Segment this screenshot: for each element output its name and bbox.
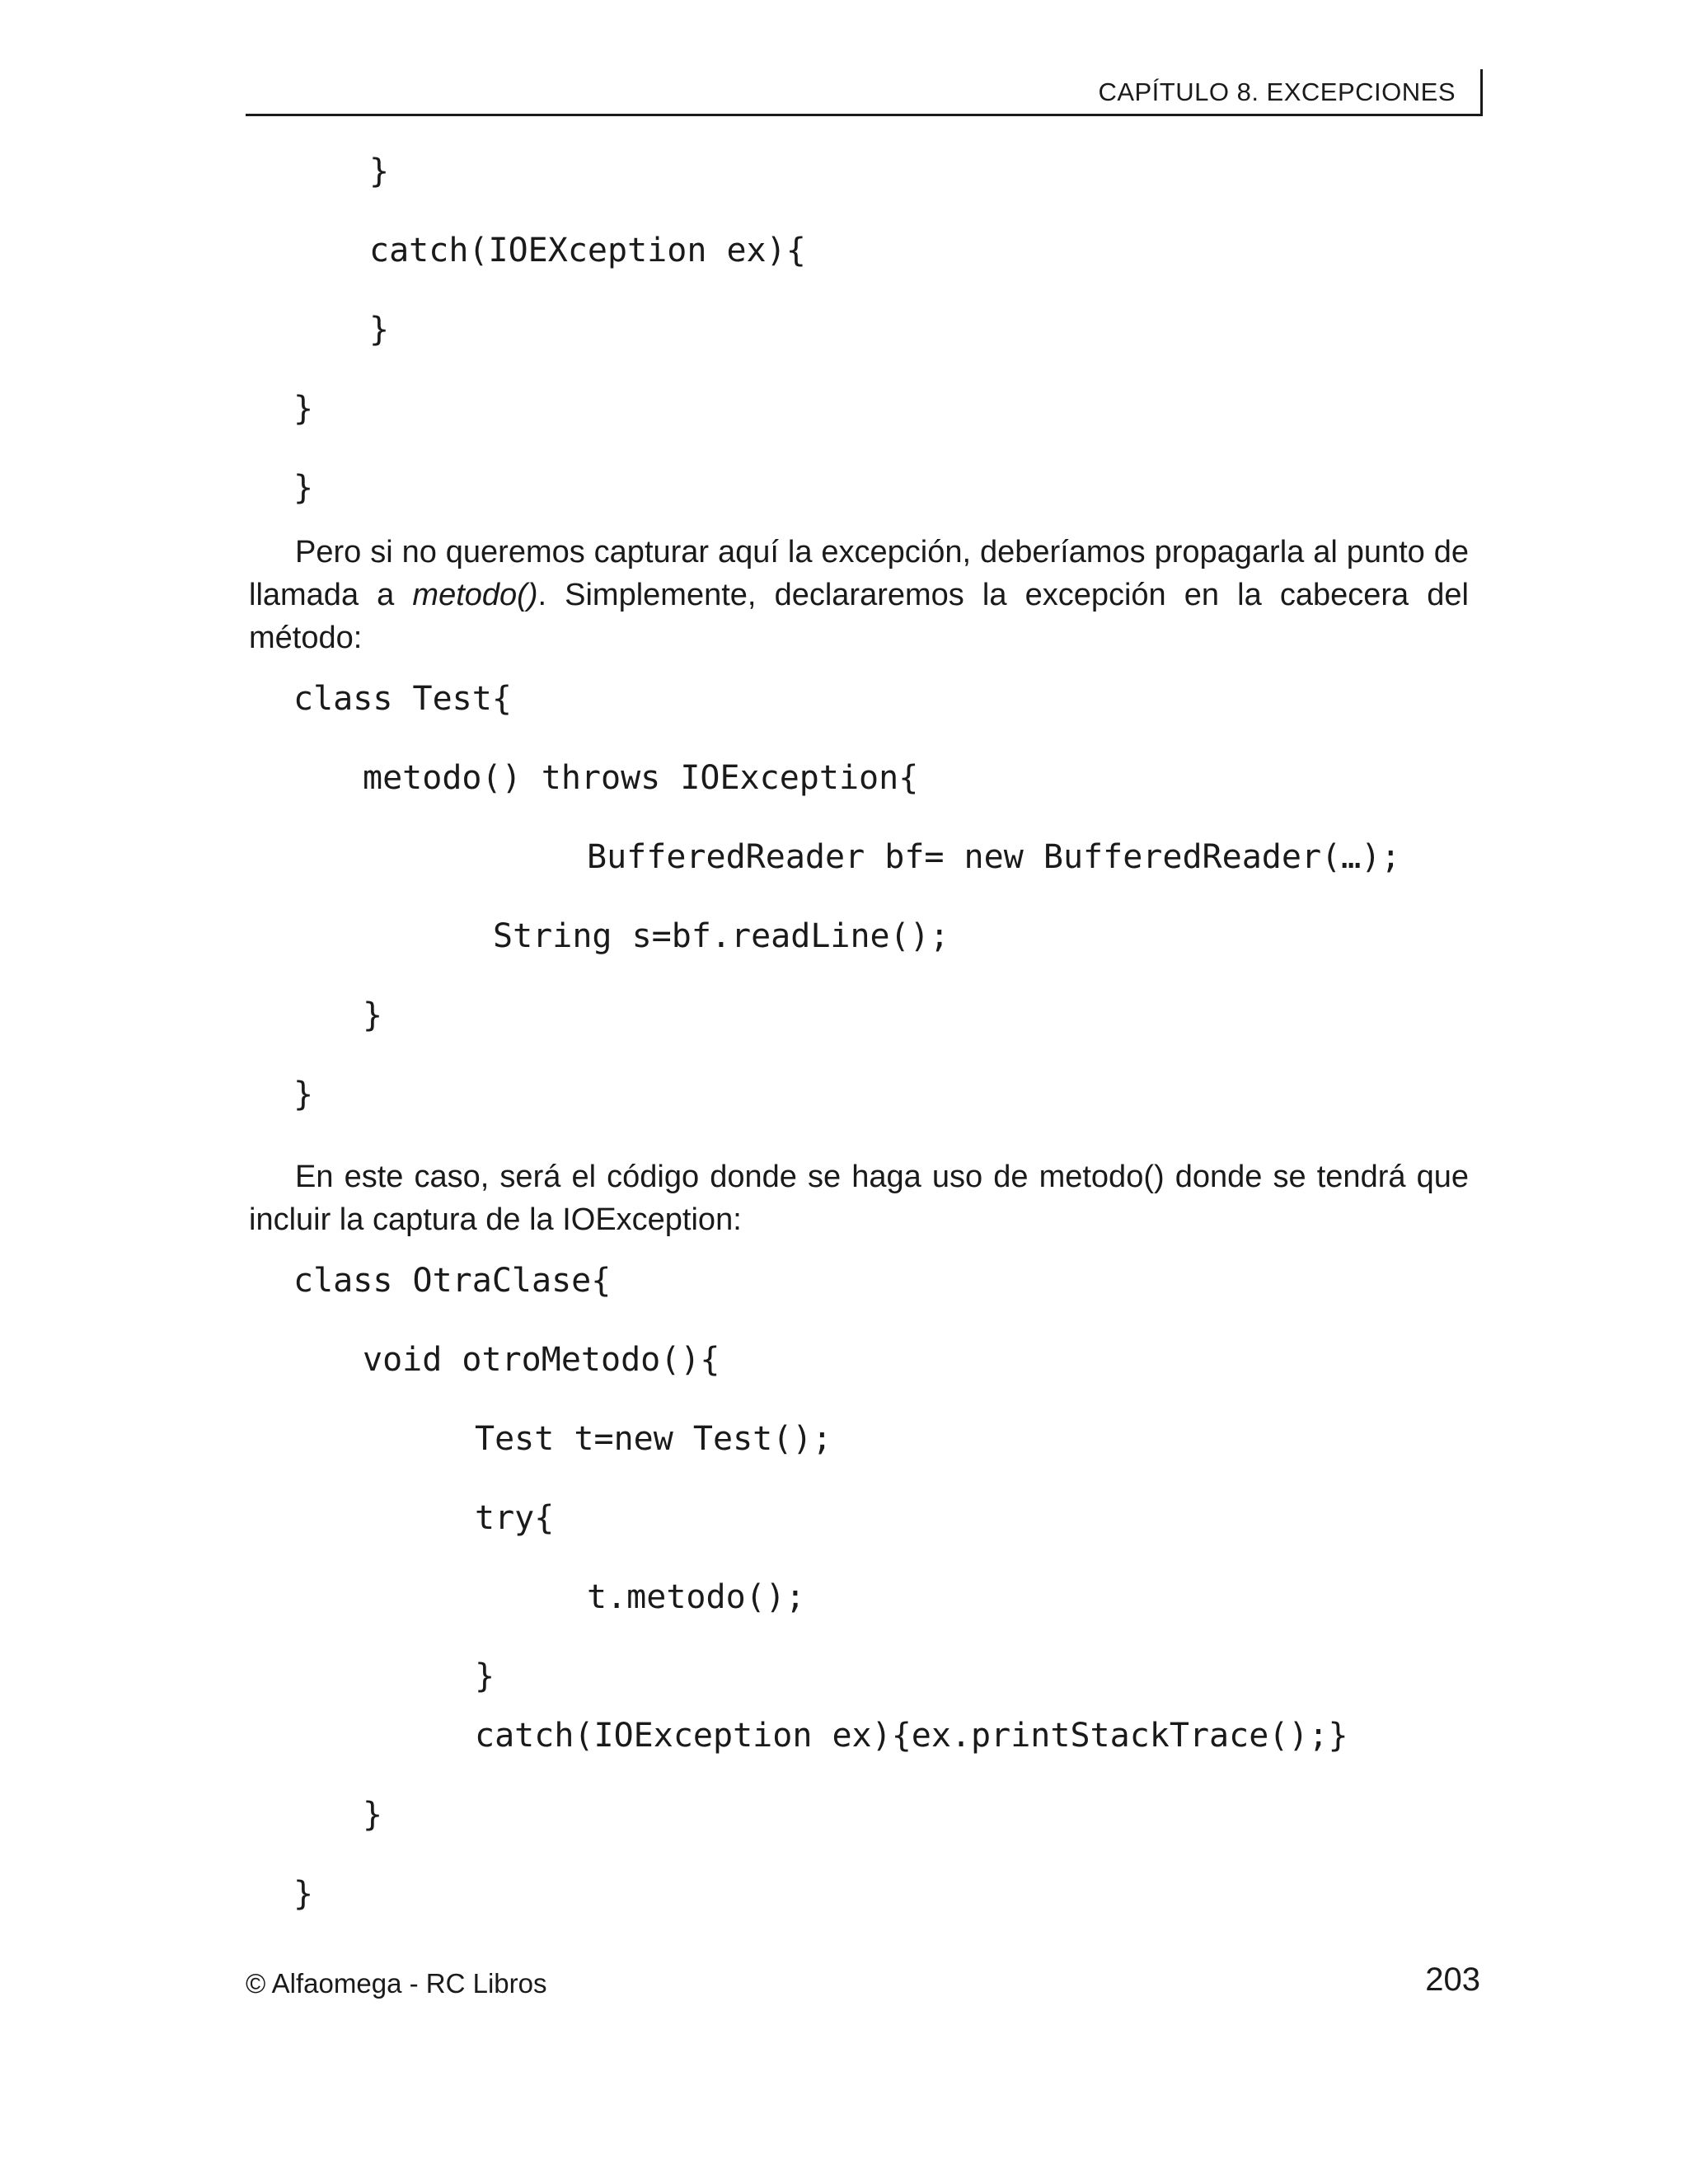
body-paragraph xyxy=(249,531,1469,659)
code-line: Test t=new Test(); xyxy=(475,1420,832,1458)
chapter-title: CAPÍTULO 8. EXCEPCIONES xyxy=(1098,77,1456,106)
code-line: class OtraClase{ xyxy=(293,1262,612,1300)
code-line: t.metodo(); xyxy=(587,1578,805,1616)
paragraph-text: Pero si no queremos capturar aquí la excepción, deberíamos propagarla al punto de llamada a xyxy=(249,535,1469,612)
publisher-credit: © Alfaomega - RC Libros xyxy=(246,1968,547,1999)
code-line: BufferedReader bf= new BufferedReader(…); xyxy=(587,838,1401,876)
code-line: } xyxy=(293,469,314,507)
code-line: } xyxy=(293,1875,314,1913)
page-number: 203 xyxy=(1425,1961,1480,1998)
code-line: void otroMetodo(){ xyxy=(363,1341,720,1379)
code-line: } xyxy=(293,390,314,428)
code-line: metodo() throws IOException{ xyxy=(363,759,919,797)
code-line: } xyxy=(363,1796,383,1834)
method-name-emphasis: metodo() xyxy=(412,578,538,612)
code-line: } xyxy=(363,996,383,1034)
body-paragraph: En este caso, será el código donde se haga uso de metodo() donde se tendrá que incluir la captura de la IOException: xyxy=(249,1160,1469,1237)
running-header xyxy=(246,69,1483,116)
code-line: } xyxy=(369,152,390,190)
code-line: catch(IOEXception ex){ xyxy=(369,232,806,269)
code-line: } xyxy=(369,311,390,349)
code-line: String s=bf.readLine(); xyxy=(493,917,950,955)
code-line: } xyxy=(293,1076,314,1113)
paragraph-text: . Simplemente, declararemos la excepción en la cabecera del método: xyxy=(249,578,1469,655)
code-line: catch(IOException ex){ex.printStackTrace();} xyxy=(475,1717,1348,1755)
code-line: } xyxy=(475,1657,495,1695)
code-line: try{ xyxy=(475,1499,555,1537)
code-line: class Test{ xyxy=(293,680,512,718)
